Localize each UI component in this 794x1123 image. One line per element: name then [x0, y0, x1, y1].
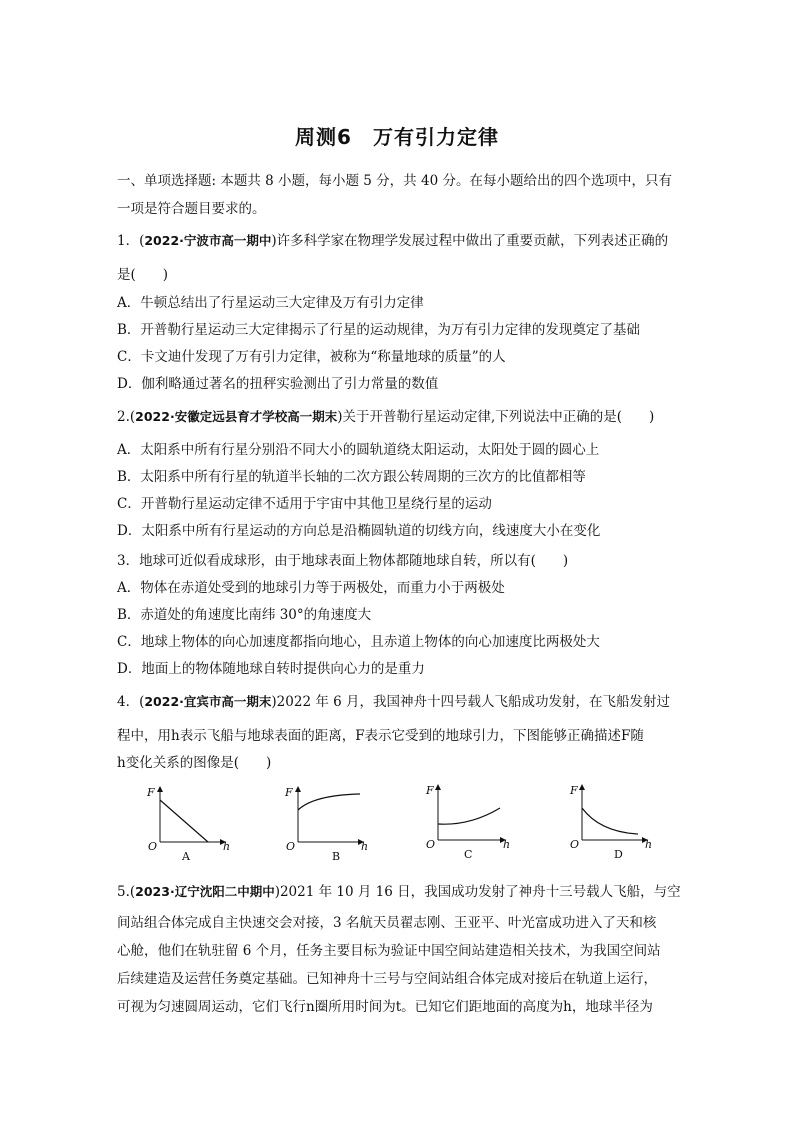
question-2-option-d: D．太阳系中所有行星运动的方向总是沿椭圆轨道的切线方向，线速度大小在变化	[117, 523, 601, 539]
graph-c	[420, 782, 540, 862]
question-2-stem	[117, 408, 654, 426]
graph-b-y-label: F	[285, 786, 293, 799]
page-title: 周测6 万有引力定律	[295, 125, 499, 149]
question-3-option-d: D．地面上的物体随地球自转时提供向心力的是重力	[117, 661, 425, 677]
section-heading-line-2: 一项是符合题目要求的。	[117, 201, 266, 217]
graph-d-label: D	[614, 848, 623, 861]
question-1-source: 2022·宁波市高一期中	[144, 233, 272, 248]
question-1-option-c: C．卡文迪什发现了万有引力定律，被称为“称量地球的质量”的人	[117, 349, 506, 365]
question-4-number: 4．(	[117, 694, 145, 710]
question-4-stem-cont-2: h变化关系的图像是( )	[117, 755, 272, 771]
graph-a-label: A	[182, 850, 190, 862]
graph-c-y-label: F	[426, 784, 434, 797]
question-1-stem-cont: 是( )	[117, 267, 169, 283]
question-2-option-b: B．太阳系中所有行星的轨道半长轴的二次方跟公转周期的三次方的比值都相等	[117, 469, 586, 485]
question-4-text: )2022 年 6 月，我国神舟十四号载人飞船成功发射，在飞船发射过	[271, 694, 670, 710]
graph-c-label: C	[464, 848, 473, 861]
question-4-source: 2022·宜宾市高一期末	[144, 694, 272, 709]
question-3-option-a: A．物体在赤道处受到的地球引力等于两极处，而重力小于两极处	[117, 580, 505, 596]
answer-graphs	[140, 782, 680, 862]
section-heading-line-1: 一、单项选择题: 本题共 8 小题，每小题 5 分，共 40 分。在每小题给出的四个选项中，只有	[117, 173, 672, 189]
question-5-stem-cont-2: 心舱，他们在轨驻留 6 个月，任务主要目标为验证中国空间站建造相关技术，为我国空间站	[117, 943, 661, 959]
graph-b-origin: O	[286, 840, 296, 853]
graph-d-y-label: F	[570, 784, 578, 797]
question-5-text: )2021 年 10 月 16 日，我国成功发射了神舟十三号载人飞船，与空	[274, 884, 681, 900]
question-1-option-a: A．牛顿总结出了行星运动三大定律及万有引力定律	[117, 295, 424, 311]
graph-a-y-label: F	[147, 786, 155, 799]
question-5-source: 2023·辽宁沈阳二中期中	[135, 884, 275, 899]
question-2-number: 2.(	[117, 409, 136, 425]
graph-a-x-label: h	[223, 840, 231, 853]
graph-d-x-label: h	[645, 838, 653, 851]
question-1-option-d: D．伽利略通过著名的扭秤实验测出了引力常量的数值	[117, 376, 439, 392]
question-5-stem-cont-4: 可视为匀速圆周运动，它们飞行n圈所用时间为t。已知它们距地面的高度为h，地球半径为	[117, 999, 653, 1015]
question-3-stem: 3．地球可近似看成球形，由于地球表面上物体都随地球自转，所以有( )	[117, 553, 569, 569]
question-2-option-c: C．开普勒行星运动定律不适用于宇宙中其他卫星绕行星的运动	[117, 496, 492, 512]
graph-c-x-label: h	[503, 838, 511, 851]
question-5-number: 5.(	[117, 884, 136, 900]
graph-b	[280, 782, 400, 862]
graph-a-origin: O	[148, 840, 158, 853]
question-4-stem	[117, 693, 670, 711]
question-2-text: )关于开普勒行星运动定律,下列说法中正确的是( )	[337, 409, 655, 425]
question-1-number: 1．(	[117, 233, 145, 249]
question-2-option-a: A．太阳系中所有行星分别沿不同大小的圆轨道绕太阳运动，太阳处于圆的圆心上	[117, 442, 600, 458]
question-1-stem	[117, 232, 668, 250]
question-5-stem-cont-3: 后续建造及运营任务奠定基础。已知神舟十三号与空间站组合体完成对接后在轨道上运行，	[117, 971, 657, 987]
question-1-text: )许多科学家在物理学发展过程中做出了重要贡献，下列表述正确的	[271, 233, 669, 249]
question-3-option-c: C．地球上物体的向心加速度都指向地心，且赤道上物体的向心加速度比两极处大	[117, 634, 600, 650]
graph-c-origin: O	[426, 838, 436, 851]
graph-a-curve	[160, 800, 208, 842]
question-3-option-b: B．赤道处的角速度比南纬 30°的角速度大	[117, 607, 372, 623]
question-5-stem-cont-1: 间站组合体完成自主快速交会对接，3 名航天员翟志刚、王亚平、叶光富成功进入了天和核	[117, 915, 657, 931]
question-1-option-b: B．开普勒行星运动三大定律揭示了行星的运动规律，为万有引力定律的发现奠定了基础	[117, 322, 640, 338]
graph-a	[140, 782, 260, 862]
graph-d-origin: O	[570, 838, 580, 851]
graph-b-label: B	[332, 850, 341, 862]
graph-d	[560, 782, 680, 862]
question-2-source: 2022·安徽定远县育才学校高一期末	[135, 409, 338, 424]
question-5-stem	[117, 883, 681, 901]
graph-b-curve	[298, 794, 360, 810]
graph-c-curve	[438, 808, 500, 824]
graph-d-curve	[582, 808, 638, 834]
graph-b-x-label: h	[361, 840, 369, 853]
question-4-stem-cont-1: 程中，用h表示飞船与地球表面的距离，F表示它受到的地球引力，下图能够正确描述F随	[117, 728, 644, 744]
